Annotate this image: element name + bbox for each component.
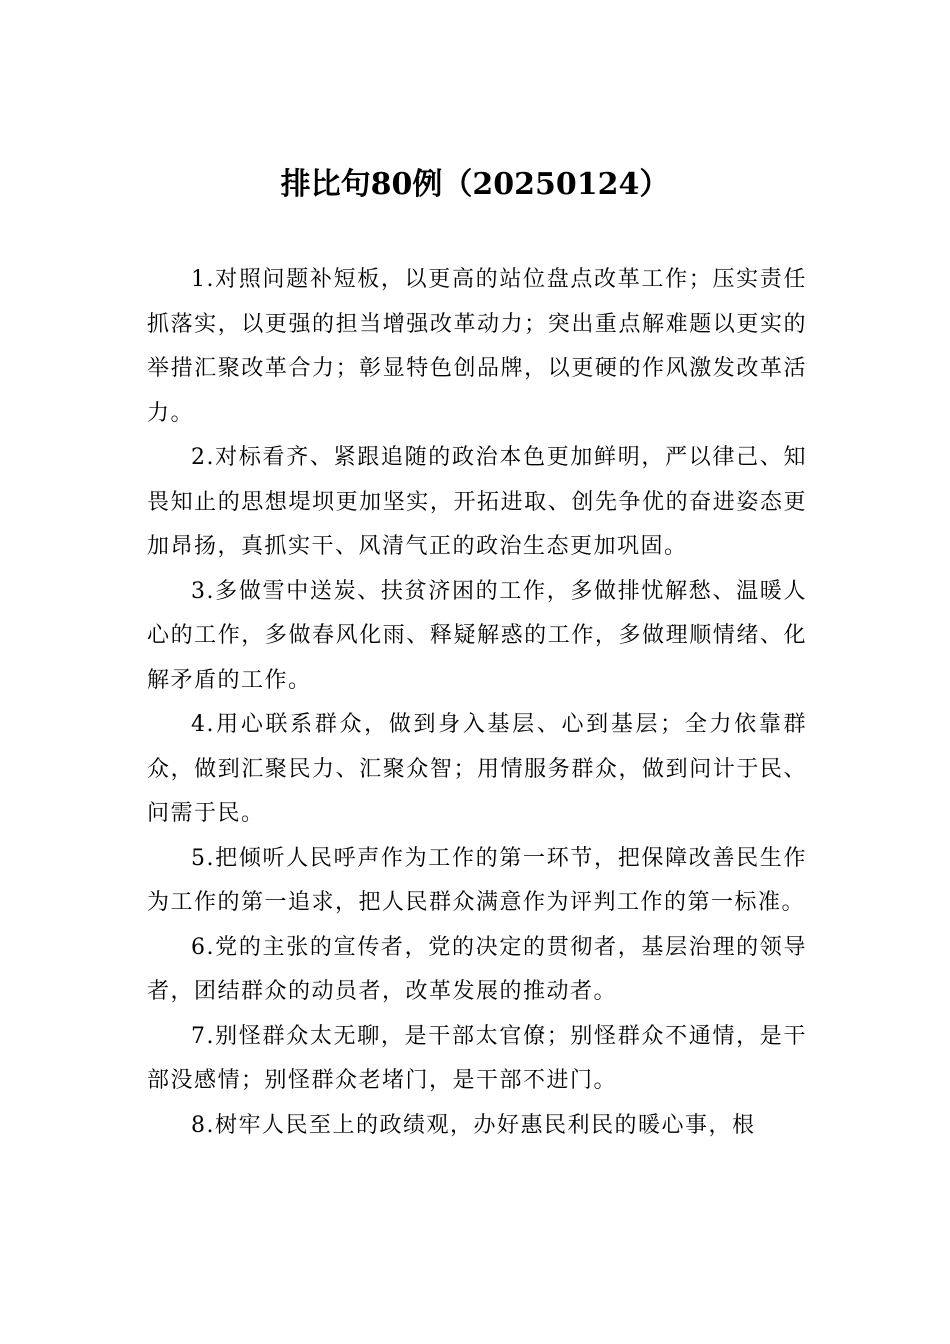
paragraph-6: 6.党的主张的宣传者，党的决定的贯彻者，基层治理的领导者，团结群众的动员者，改革发展的推动者。 [147,934,807,1004]
document-title: 排比句80例（20250124） [280,167,670,202]
paragraph-8: 8.树牢人民至上的政绩观，办好惠民利民的暖心事，根 [191,1112,756,1138]
paragraph-5: 5.把倾听人民呼声作为工作的第一环节，把保障改善民生作为工作的第一追求，把人民群众满意作为评判工作的第一标准。 [147,845,807,915]
paragraph-3: 3.多做雪中送炭、扶贫济困的工作，多做排忧解愁、温暖人心的工作，多做春风化雨、释疑解惑的工作，多做理顺情绪、化解矛盾的工作。 [147,578,807,693]
paragraph-4: 4.用心联系群众，做到身入基层、心到基层；全力依靠群众，做到汇聚民力、汇聚众智；用情服务群众，做到问计于民、问需于民。 [147,712,807,826]
paragraph-7: 7.别怪群众太无聊，是干部太官僚；别怪群众不通情，是干部没感情；别怪群众老堵门，是干部不进门。 [147,1023,807,1093]
paragraph-1: 1.对照问题补短板，以更高的站位盘点改革工作；压实责任抓落实，以更强的担当增强改革动力；突出重点解难题以更实的举措汇聚改革合力；彰显特色创品牌，以更硬的作风激发改革活力。 [147,267,807,426]
document-body [147,258,807,1148]
paragraph-2: 2.对标看齐、紧跟追随的政治本色更加鲜明，严以律己、知畏知止的思想堤坝更加坚实，开拓进取、创先争优的奋进姿态更加昂扬，真抓实干、风清气正的政治生态更加巩固。 [147,445,807,559]
